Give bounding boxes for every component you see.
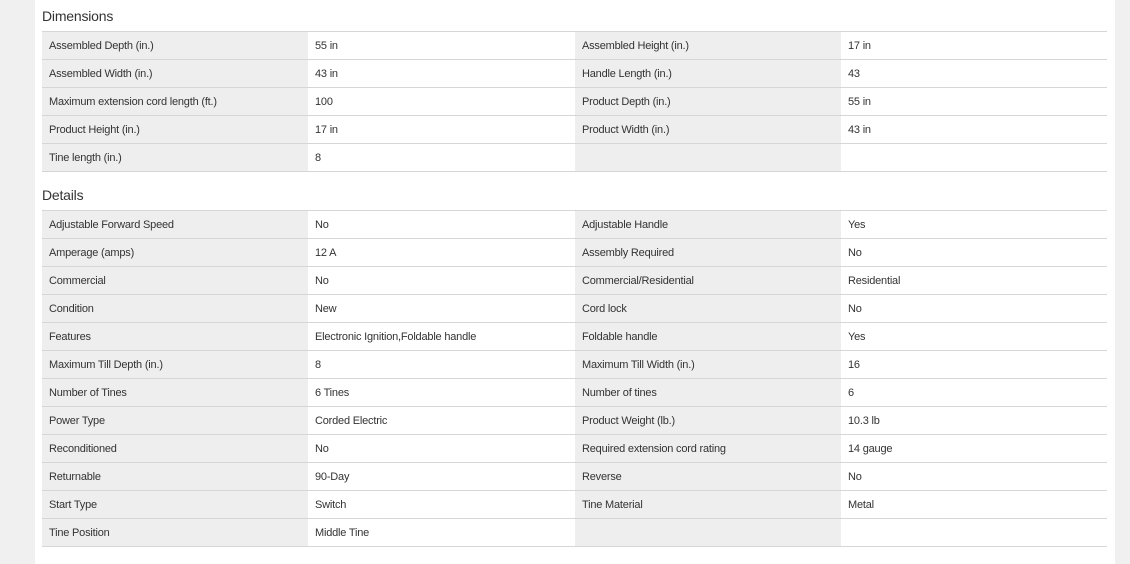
spec-value: 14 gauge xyxy=(841,435,1107,463)
spec-row xyxy=(42,144,1107,172)
spec-label: Assembly Required xyxy=(575,239,841,267)
spec-value: New xyxy=(308,295,575,323)
dimensions-table-body xyxy=(42,32,1107,172)
spec-value: 6 xyxy=(841,379,1107,407)
spec-label: Returnable xyxy=(42,463,308,491)
details-table xyxy=(42,210,1107,547)
spec-label: Number of tines xyxy=(575,379,841,407)
spec-value: No xyxy=(308,435,575,463)
spec-label: Tine Position xyxy=(42,519,308,547)
spec-label: Reverse xyxy=(575,463,841,491)
spec-row xyxy=(42,351,1107,379)
spec-value: 43 in xyxy=(841,116,1107,144)
spec-row xyxy=(42,519,1107,547)
spec-value: 43 in xyxy=(308,60,575,88)
spec-value: 17 in xyxy=(841,32,1107,60)
spec-row xyxy=(42,491,1107,519)
details-table-body xyxy=(42,211,1107,547)
spec-value: 90-Day xyxy=(308,463,575,491)
spec-value: Corded Electric xyxy=(308,407,575,435)
spec-value: No xyxy=(841,463,1107,491)
spec-label: Tine Material xyxy=(575,491,841,519)
spec-row xyxy=(42,32,1107,60)
spec-label: Required extension cord rating xyxy=(575,435,841,463)
spec-value: Electronic Ignition,Foldable handle xyxy=(308,323,575,351)
spec-label: Amperage (amps) xyxy=(42,239,308,267)
spec-label xyxy=(575,144,841,172)
spec-value xyxy=(841,519,1107,547)
spec-value: 10.3 lb xyxy=(841,407,1107,435)
spec-label: Foldable handle xyxy=(575,323,841,351)
spec-value: 100 xyxy=(308,88,575,116)
spec-row xyxy=(42,407,1107,435)
spec-value: Residential xyxy=(841,267,1107,295)
dimensions-table xyxy=(42,31,1107,172)
spec-label: Start Type xyxy=(42,491,308,519)
spec-value: Middle Tine xyxy=(308,519,575,547)
spec-value: 55 in xyxy=(308,32,575,60)
spec-value: No xyxy=(308,211,575,239)
spec-value xyxy=(841,144,1107,172)
spec-value: 8 xyxy=(308,144,575,172)
spec-row xyxy=(42,88,1107,116)
spec-label: Maximum extension cord length (ft.) xyxy=(42,88,308,116)
spec-row xyxy=(42,463,1107,491)
spec-value: 55 in xyxy=(841,88,1107,116)
spec-row xyxy=(42,239,1107,267)
spec-label: Adjustable Forward Speed xyxy=(42,211,308,239)
spec-value: No xyxy=(841,239,1107,267)
spec-label: Power Type xyxy=(42,407,308,435)
spec-label: Tine length (in.) xyxy=(42,144,308,172)
spec-value: No xyxy=(841,295,1107,323)
spec-value: Yes xyxy=(841,211,1107,239)
spec-value: 17 in xyxy=(308,116,575,144)
spec-row xyxy=(42,267,1107,295)
spec-value: 43 xyxy=(841,60,1107,88)
spec-row xyxy=(42,295,1107,323)
spec-row xyxy=(42,379,1107,407)
spec-label: Maximum Till Width (in.) xyxy=(575,351,841,379)
spec-label: Product Weight (lb.) xyxy=(575,407,841,435)
spec-label: Commercial xyxy=(42,267,308,295)
spec-value: Metal xyxy=(841,491,1107,519)
spec-label: Cord lock xyxy=(575,295,841,323)
dimensions-heading: Dimensions xyxy=(42,8,114,24)
spec-value: 6 Tines xyxy=(308,379,575,407)
spec-value: No xyxy=(308,267,575,295)
spec-label: Assembled Height (in.) xyxy=(575,32,841,60)
specifications-panel xyxy=(35,0,1115,564)
spec-label: Assembled Depth (in.) xyxy=(42,32,308,60)
spec-label: Condition xyxy=(42,295,308,323)
spec-label: Features xyxy=(42,323,308,351)
spec-label: Product Height (in.) xyxy=(42,116,308,144)
spec-label: Reconditioned xyxy=(42,435,308,463)
spec-label: Commercial/Residential xyxy=(575,267,841,295)
spec-label: Maximum Till Depth (in.) xyxy=(42,351,308,379)
spec-value: 12 A xyxy=(308,239,575,267)
spec-row xyxy=(42,116,1107,144)
spec-label xyxy=(575,519,841,547)
spec-value: 8 xyxy=(308,351,575,379)
spec-value: Yes xyxy=(841,323,1107,351)
spec-label: Assembled Width (in.) xyxy=(42,60,308,88)
spec-label: Product Depth (in.) xyxy=(575,88,841,116)
details-heading: Details xyxy=(42,187,84,203)
spec-value: 16 xyxy=(841,351,1107,379)
spec-row xyxy=(42,323,1107,351)
spec-label: Product Width (in.) xyxy=(575,116,841,144)
spec-row xyxy=(42,211,1107,239)
spec-label: Adjustable Handle xyxy=(575,211,841,239)
spec-label: Handle Length (in.) xyxy=(575,60,841,88)
spec-label: Number of Tines xyxy=(42,379,308,407)
spec-row xyxy=(42,435,1107,463)
spec-value: Switch xyxy=(308,491,575,519)
spec-row xyxy=(42,60,1107,88)
